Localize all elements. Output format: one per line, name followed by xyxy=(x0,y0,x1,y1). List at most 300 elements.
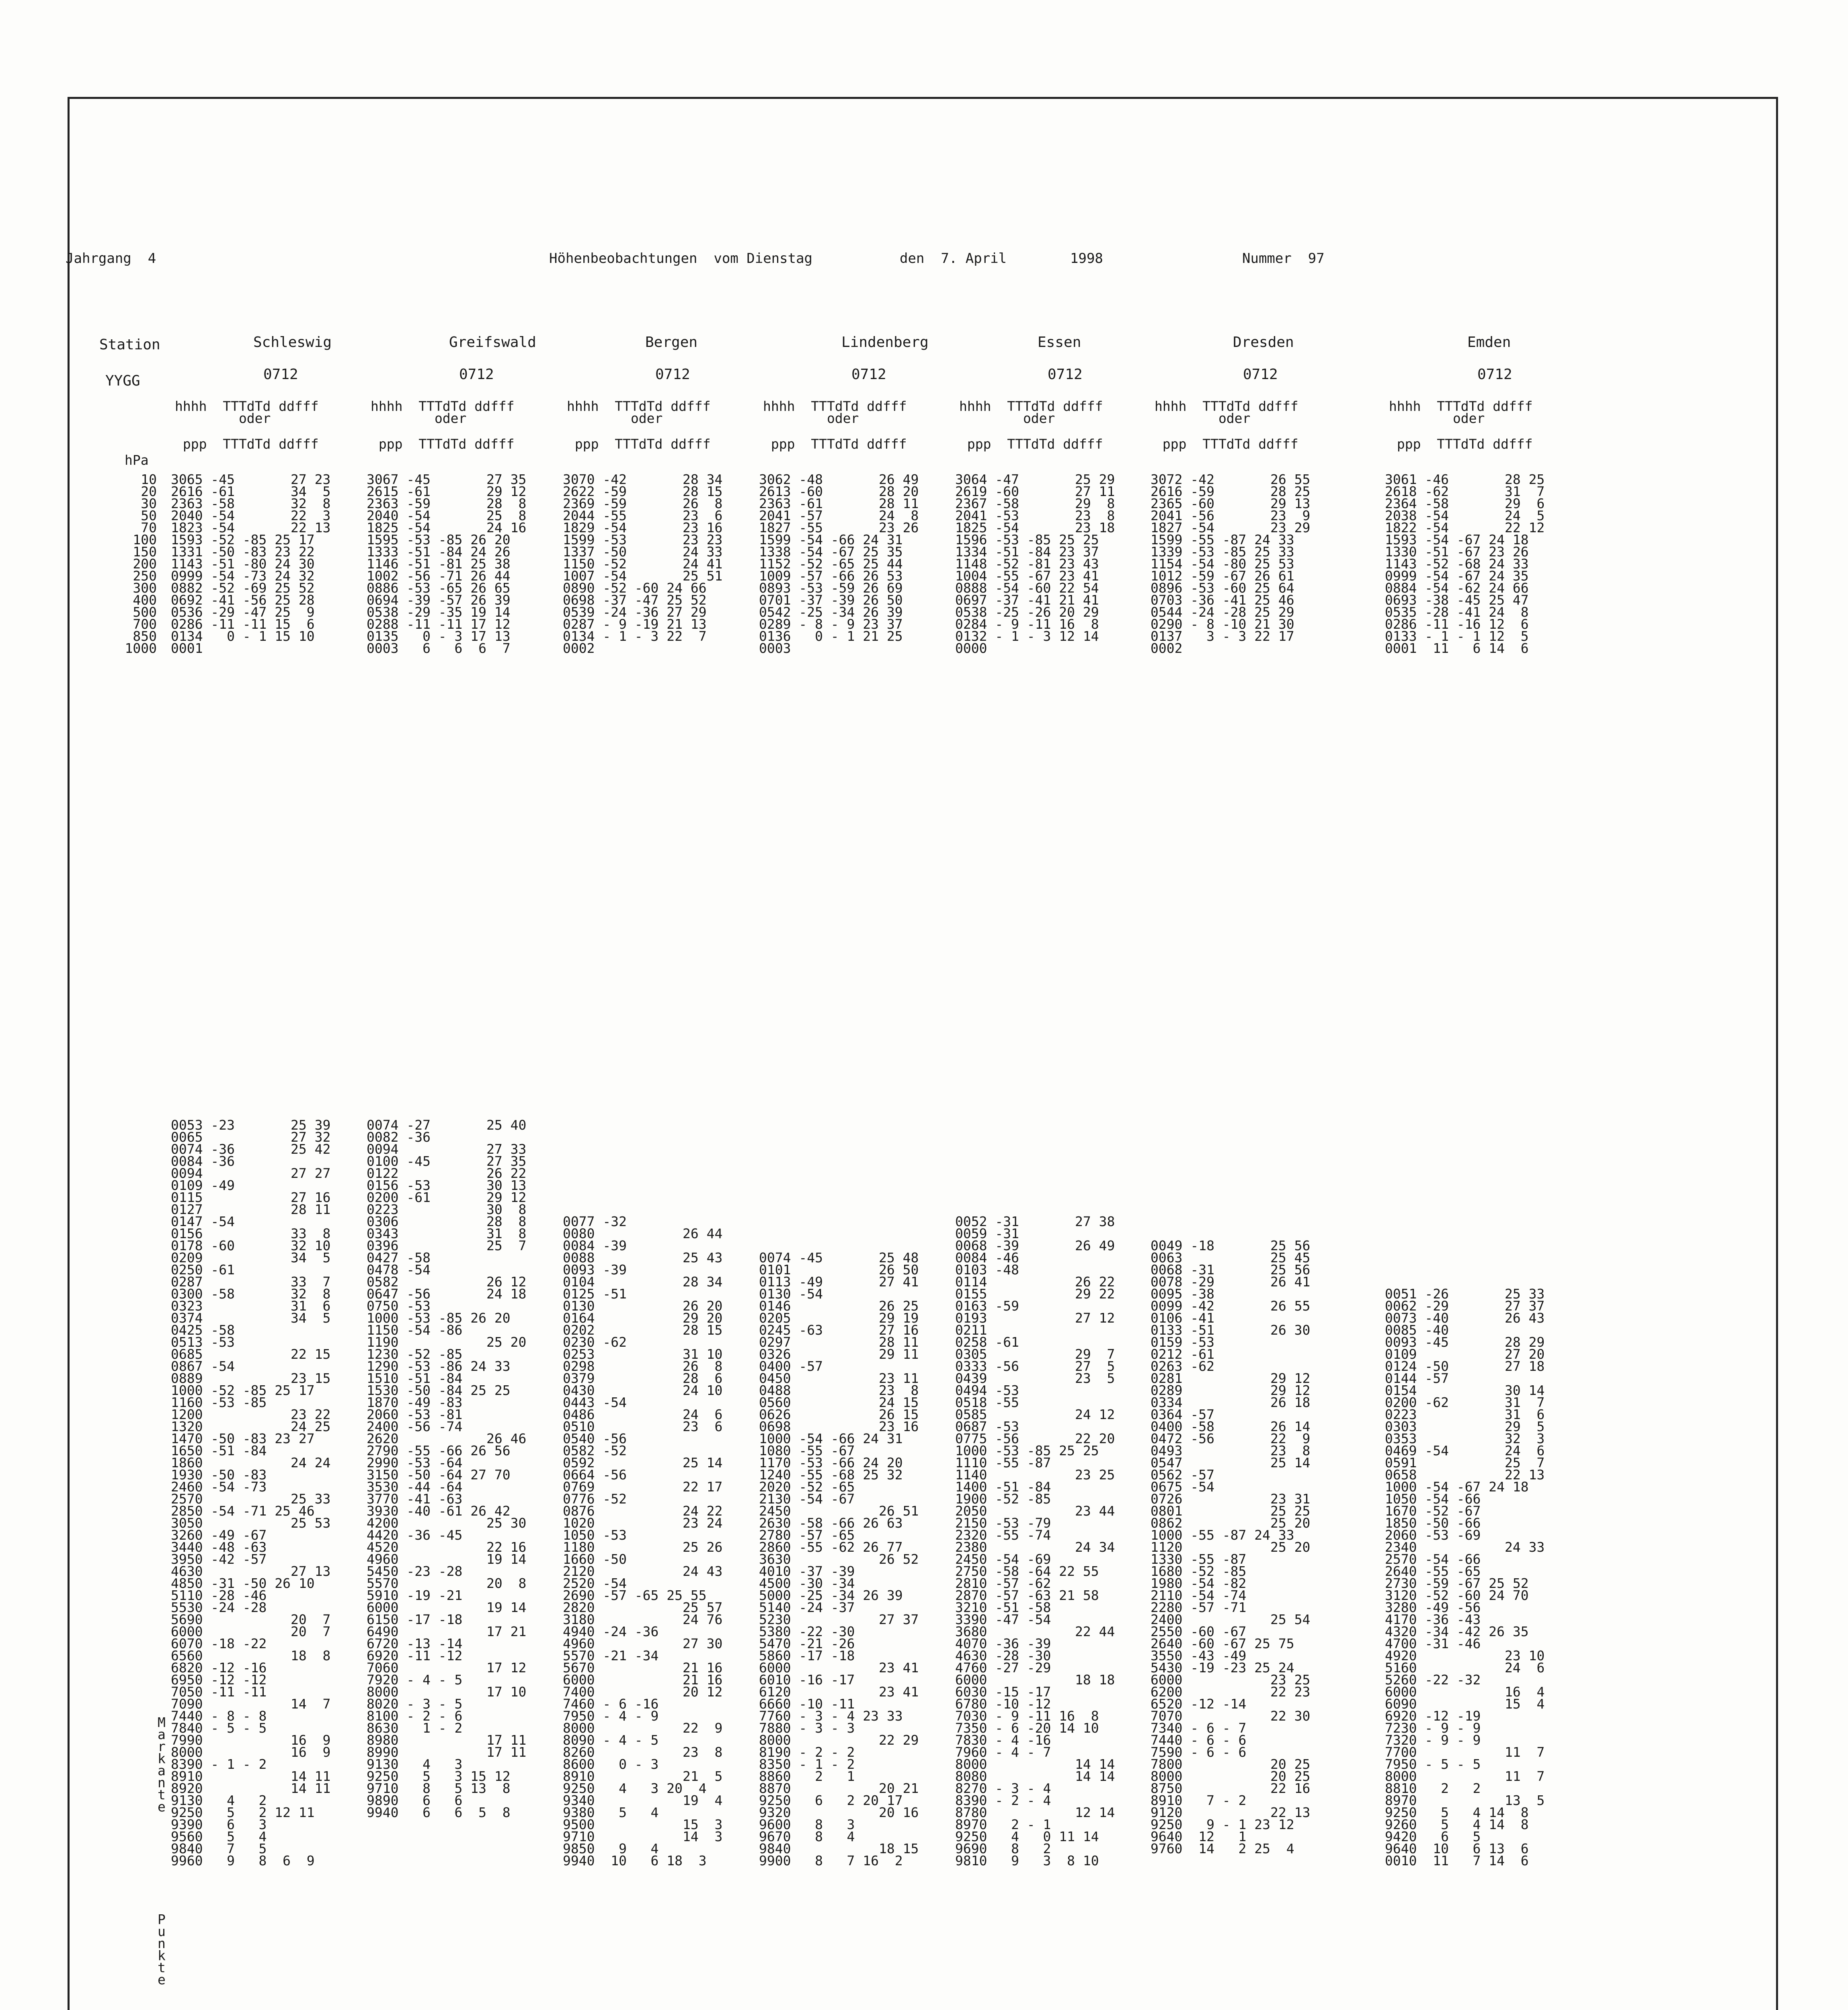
data-row: 2820 25 57 xyxy=(563,1600,723,1615)
data-row xyxy=(759,1216,919,1228)
data-row: 0439 23 5 xyxy=(955,1370,1115,1386)
data-row: 0205 29 19 xyxy=(759,1310,919,1326)
standard-level-data xyxy=(171,474,330,654)
station-label: Station xyxy=(99,336,160,353)
data-row: 1599 -53 23 23 xyxy=(563,532,723,548)
data-row: 0163 -59 xyxy=(955,1298,1019,1314)
data-row: 0211 xyxy=(955,1322,987,1338)
data-row xyxy=(563,1179,722,1192)
data-row xyxy=(1385,1216,1544,1228)
issue-number: Nummer 97 xyxy=(1242,250,1325,267)
standard-level-data xyxy=(367,474,526,654)
data-row: 7350 - 6 -20 14 10 xyxy=(955,1720,1099,1736)
data-row: 0692 -41 -56 25 28 xyxy=(171,592,315,608)
data-row: 0084 -36 xyxy=(171,1153,235,1169)
data-row xyxy=(759,1167,919,1179)
data-row: 0687 -53 xyxy=(955,1419,1019,1434)
data-row: 0093 -39 xyxy=(563,1262,627,1278)
data-row: 1154 -54 -80 25 53 xyxy=(1151,556,1294,572)
data-row: 9380 5 4 xyxy=(563,1805,659,1820)
data-row: 4920 23 10 xyxy=(1385,1648,1545,1663)
data-row: 2990 -53 -64 xyxy=(367,1455,463,1471)
data-row: 8390 - 2 - 4 xyxy=(955,1793,1051,1808)
report-date: den 7. April xyxy=(900,250,1007,267)
data-row: 0135 0 - 3 17 13 xyxy=(367,628,511,644)
column-header-lower: ppp TTTdTd ddfff xyxy=(959,436,1103,452)
data-row xyxy=(1385,1143,1544,1155)
data-row: 3050 25 53 xyxy=(171,1515,331,1531)
data-row: 0052 -31 27 38 xyxy=(955,1214,1115,1229)
data-row: 0478 -54 xyxy=(367,1262,431,1278)
data-row: 9250 4 0 11 14 xyxy=(955,1829,1099,1844)
data-row: 0493 23 8 xyxy=(1151,1443,1311,1458)
data-row: 0300 -58 32 8 xyxy=(171,1286,331,1302)
column-header-lower: ppp TTTdTd ddfff xyxy=(567,436,711,452)
data-row: 1190 25 20 xyxy=(367,1334,527,1350)
data-row: 0486 24 6 xyxy=(563,1407,723,1422)
data-row: 1595 -53 -85 26 20 xyxy=(367,532,511,548)
data-row: 2050 23 44 xyxy=(955,1503,1115,1519)
data-row: 2810 -57 -62 xyxy=(955,1575,1051,1591)
data-row: 0592 25 14 xyxy=(563,1455,723,1471)
data-row: 1860 24 24 xyxy=(171,1455,331,1471)
data-row: 0287 33 7 xyxy=(171,1274,331,1290)
data-row: 1339 -53 -85 25 33 xyxy=(1151,544,1294,560)
data-row: 9250 9 - 1 23 12 xyxy=(1151,1817,1294,1832)
markante-letter: t xyxy=(158,1787,166,1803)
data-row: 2850 -54 -71 25 46 xyxy=(171,1503,315,1519)
data-row: 0159 -53 xyxy=(1151,1334,1214,1350)
data-row: 8870 20 21 xyxy=(759,1780,919,1796)
data-row: 8860 2 1 xyxy=(759,1768,855,1784)
data-row: 2150 -53 -79 xyxy=(955,1515,1051,1531)
data-row xyxy=(759,1119,919,1131)
data-row: 0647 -56 24 18 xyxy=(367,1286,527,1302)
station-name: Bergen xyxy=(645,334,698,351)
data-row: 1240 -55 -68 25 32 xyxy=(759,1467,903,1483)
data-row: 1599 -54 -66 24 31 xyxy=(759,532,903,548)
data-row: 0132 - 1 - 3 12 14 xyxy=(955,628,1099,644)
data-row: 9500 15 3 xyxy=(563,1817,723,1832)
data-row: 2750 -58 -64 22 55 xyxy=(955,1563,1099,1579)
level-label: 200 xyxy=(133,556,157,572)
station-name: Dresden xyxy=(1233,334,1294,351)
level-label: 400 xyxy=(133,592,157,608)
data-row: 1000 -55 -87 24 33 xyxy=(1151,1527,1294,1543)
data-row: 2400 25 54 xyxy=(1151,1612,1311,1627)
data-row: 0542 -25 -34 26 39 xyxy=(759,604,903,620)
data-row: 5450 -23 -28 xyxy=(367,1563,463,1579)
data-row: 1829 -54 23 16 xyxy=(563,520,723,535)
column-header-lower: ppp TTTdTd ddfff xyxy=(763,436,907,452)
data-row: 7060 17 12 xyxy=(367,1660,527,1676)
data-row: 0494 -53 xyxy=(955,1382,1019,1398)
data-row xyxy=(563,1143,722,1155)
data-row: 8910 7 - 2 xyxy=(1151,1793,1247,1808)
significant-level-data xyxy=(1385,1119,1544,1867)
data-row: 1170 -53 -66 24 20 xyxy=(759,1455,903,1471)
data-row: 1000 -53 -85 25 25 xyxy=(955,1443,1099,1458)
data-row: 1510 -51 -84 xyxy=(367,1370,463,1386)
data-row: 9560 5 4 xyxy=(171,1829,267,1844)
data-row: 6000 16 4 xyxy=(1385,1684,1545,1700)
data-row: 8810 2 2 xyxy=(1385,1780,1481,1796)
data-row: 0585 24 12 xyxy=(955,1407,1115,1422)
data-row: 8970 2 - 1 xyxy=(955,1817,1051,1832)
data-row: 2041 -53 23 8 xyxy=(955,508,1115,523)
column-header-upper: hhhh TTTdTd ddfff oder xyxy=(567,398,711,426)
data-row xyxy=(1385,1264,1544,1276)
data-row: 9130 4 2 xyxy=(171,1793,267,1808)
data-row: 2340 24 33 xyxy=(1385,1539,1545,1555)
data-row: 2630 -58 -66 26 63 xyxy=(759,1515,903,1531)
data-row: 0263 -62 xyxy=(1151,1358,1214,1374)
data-row: 1160 -53 -85 xyxy=(171,1395,267,1410)
data-row: 2780 -57 -65 xyxy=(759,1527,855,1543)
data-row: 1000 -52 -85 25 17 xyxy=(171,1382,315,1398)
data-row: 1000 -53 -85 26 20 xyxy=(367,1310,511,1326)
data-row: 3067 -45 27 35 xyxy=(367,472,527,487)
data-row: 0540 -56 xyxy=(563,1431,627,1446)
significant-level-data xyxy=(955,1119,1115,1867)
data-row xyxy=(1385,1119,1544,1131)
data-row: 8990 17 11 xyxy=(367,1744,527,1760)
data-row: 0379 28 6 xyxy=(563,1370,723,1386)
data-row xyxy=(759,1143,919,1155)
data-row: 0253 31 10 xyxy=(563,1346,723,1362)
data-row: 2363 -61 28 11 xyxy=(759,496,919,511)
data-row: 1470 -50 -83 23 27 xyxy=(171,1431,315,1446)
data-row: 0103 -48 xyxy=(955,1262,1019,1278)
data-row: 3550 -43 -49 xyxy=(1151,1648,1247,1663)
data-row: 0146 26 25 xyxy=(759,1298,919,1314)
data-row: 0133 -51 26 30 xyxy=(1151,1322,1311,1338)
data-row: 0999 -54 -73 24 32 xyxy=(171,568,315,584)
data-row: 4070 -36 -39 xyxy=(955,1636,1051,1651)
data-row: 1143 -52 -68 24 33 xyxy=(1385,556,1529,572)
data-row xyxy=(563,1131,722,1143)
data-row: 0427 -58 xyxy=(367,1250,431,1265)
data-row: 2616 -61 34 5 xyxy=(171,484,331,499)
data-row: 9960 9 8 6 9 xyxy=(171,1853,315,1868)
data-row: 7760 - 3 - 4 23 33 xyxy=(759,1708,903,1724)
data-row xyxy=(1385,1240,1544,1252)
data-row: 1320 24 25 xyxy=(171,1419,331,1434)
data-row: 4960 27 30 xyxy=(563,1636,723,1651)
data-row: 4630 -28 -30 xyxy=(955,1648,1051,1663)
data-row: 2364 -58 29 6 xyxy=(1385,496,1545,511)
data-row: 8780 12 14 xyxy=(955,1805,1115,1820)
data-row: 2640 -55 -65 xyxy=(1385,1563,1481,1579)
data-row: 0209 34 5 xyxy=(171,1250,331,1265)
data-row xyxy=(759,1155,919,1167)
data-row: 8000 17 10 xyxy=(367,1684,527,1700)
data-row: 0124 -50 27 18 xyxy=(1385,1358,1545,1374)
data-row: 7960 - 4 - 7 xyxy=(955,1744,1051,1760)
data-row xyxy=(955,1179,1115,1192)
data-row: 1596 -53 -85 25 25 xyxy=(955,532,1099,548)
data-row: 0539 -24 -36 27 29 xyxy=(563,604,707,620)
data-row: 8350 - 1 - 2 xyxy=(759,1756,855,1772)
data-row: 0726 23 31 xyxy=(1151,1491,1311,1507)
data-row: 0156 33 8 xyxy=(171,1226,331,1241)
data-row: 0400 -58 26 14 xyxy=(1151,1419,1311,1434)
data-row xyxy=(1385,1192,1544,1204)
standard-level-data xyxy=(955,474,1115,654)
data-row: 0488 23 8 xyxy=(759,1382,919,1398)
data-row: 7920 - 4 - 5 xyxy=(367,1672,463,1688)
data-row: 0510 23 6 xyxy=(563,1419,723,1434)
data-row: 9640 10 6 13 6 xyxy=(1385,1841,1529,1856)
data-row: 3770 -41 -63 xyxy=(367,1491,463,1507)
data-row: 0443 -54 xyxy=(563,1395,627,1410)
page-title: Höhenbeobachtungen vom Dienstag xyxy=(549,250,813,267)
data-row: 0136 0 - 1 21 25 xyxy=(759,628,903,644)
data-row: 7950 - 5 - 5 xyxy=(1385,1756,1481,1772)
data-row: 8000 11 7 xyxy=(1385,1768,1545,1784)
data-row: 1009 -57 -66 26 53 xyxy=(759,568,903,584)
data-row: 0109 -49 xyxy=(171,1177,235,1193)
data-row: 0884 -54 -62 24 66 xyxy=(1385,580,1529,596)
data-row: 6000 20 7 xyxy=(171,1624,331,1639)
level-label: 1000 xyxy=(125,640,157,656)
data-row: 2041 -56 23 9 xyxy=(1151,508,1311,523)
data-row: 0547 25 14 xyxy=(1151,1455,1311,1471)
data-row: 0582 26 12 xyxy=(367,1274,527,1290)
data-row: 1823 -54 22 13 xyxy=(171,520,331,535)
data-row: 9710 14 3 xyxy=(563,1829,723,1844)
station-yygg: 0712 xyxy=(263,366,298,383)
data-row: 6000 21 16 xyxy=(563,1672,723,1688)
punkte-label xyxy=(158,1914,166,1986)
data-row: 0113 -49 27 41 xyxy=(759,1274,919,1290)
data-row: 9250 5 4 14 8 xyxy=(1385,1805,1529,1820)
data-row: 7440 - 6 - 6 xyxy=(1151,1732,1247,1748)
data-row: 5570 20 8 xyxy=(367,1575,527,1591)
data-row: 0626 26 15 xyxy=(759,1407,919,1422)
data-row: 7700 11 7 xyxy=(1385,1744,1545,1760)
data-row: 9710 8 5 13 8 xyxy=(367,1780,511,1796)
data-row xyxy=(1385,1155,1544,1167)
data-row: 0286 -11 -16 12 6 xyxy=(1385,616,1529,632)
data-row: 3440 -48 -63 xyxy=(171,1539,267,1555)
data-row: 9840 18 15 xyxy=(759,1841,919,1856)
data-row: 1599 -55 -87 24 33 xyxy=(1151,532,1294,548)
data-row: 3280 -49 -56 xyxy=(1385,1600,1481,1615)
data-row: 2040 -54 25 8 xyxy=(367,508,527,523)
data-row: 6030 -15 -17 xyxy=(955,1684,1051,1700)
data-row: 1146 -51 -81 25 38 xyxy=(367,556,511,572)
data-row: 0472 -56 22 9 xyxy=(1151,1431,1311,1446)
data-row: 3180 24 76 xyxy=(563,1612,723,1627)
markante-letter: a xyxy=(158,1727,166,1742)
data-row: 0109 27 20 xyxy=(1385,1346,1545,1362)
significant-level-data xyxy=(759,1119,919,1867)
data-row: 0003 6 6 6 7 xyxy=(367,640,511,656)
data-row: 9760 14 2 25 4 xyxy=(1151,1841,1294,1856)
data-row: 1825 -54 24 16 xyxy=(367,520,527,535)
data-row: 3210 -51 -58 xyxy=(955,1600,1051,1615)
data-row: 6010 -16 -17 xyxy=(759,1672,855,1688)
data-row: 1900 -52 -85 xyxy=(955,1491,1051,1507)
data-row: 8090 - 4 - 5 xyxy=(563,1732,659,1748)
data-row: 8000 16 9 xyxy=(171,1744,331,1760)
data-row: 0396 25 7 xyxy=(367,1238,527,1253)
markante-letter: e xyxy=(158,1799,166,1815)
data-row: 0685 22 15 xyxy=(171,1346,331,1362)
hpa-label: hPa xyxy=(125,452,149,468)
data-row: 1007 -54 25 51 xyxy=(563,568,723,584)
data-row: 9940 6 6 5 8 xyxy=(367,1805,511,1820)
data-row: 5570 -21 -34 xyxy=(563,1648,659,1663)
data-row: 9250 5 3 15 12 xyxy=(367,1768,511,1784)
level-label: 300 xyxy=(133,580,157,596)
markante-letter: r xyxy=(158,1739,166,1754)
data-row: 0544 -24 -28 25 29 xyxy=(1151,604,1294,620)
data-row: 0288 -11 -11 17 12 xyxy=(367,616,511,632)
data-row: 0078 -29 26 41 xyxy=(1151,1274,1311,1290)
data-row: 5430 -19 -23 25 24 xyxy=(1151,1660,1294,1676)
data-row: 0001 xyxy=(171,640,203,656)
data-row: 1330 -55 -87 xyxy=(1151,1551,1247,1567)
data-row: 0664 -56 xyxy=(563,1467,627,1483)
data-row xyxy=(1151,1155,1310,1167)
data-row: 2640 -60 -67 25 75 xyxy=(1151,1636,1294,1651)
data-row xyxy=(563,1167,722,1179)
data-row: 7460 - 6 -16 xyxy=(563,1696,659,1712)
data-row: 0513 -53 xyxy=(171,1334,235,1350)
data-row: 0200 -62 31 7 xyxy=(1385,1395,1545,1410)
report-year: 1998 xyxy=(1070,250,1103,267)
data-row: 7830 - 4 -16 xyxy=(955,1732,1051,1748)
data-row: 1338 -54 -67 25 35 xyxy=(759,544,903,560)
data-row: 6950 -12 -12 xyxy=(171,1672,267,1688)
data-row: 0068 -31 25 56 xyxy=(1151,1262,1311,1278)
data-row: 0258 -61 xyxy=(955,1334,1019,1350)
data-row: 1822 -54 22 12 xyxy=(1385,520,1545,535)
data-row: 0051 -26 25 33 xyxy=(1385,1286,1545,1302)
data-row: 6520 -12 -14 xyxy=(1151,1696,1247,1712)
data-row: 4420 -36 -45 xyxy=(367,1527,463,1543)
data-row: 0144 -57 xyxy=(1385,1370,1449,1386)
data-row: 2060 -53 -81 xyxy=(367,1407,463,1422)
markante-letter: a xyxy=(158,1763,166,1778)
data-row: 6920 -12 -19 xyxy=(1385,1708,1481,1724)
column-header-upper: hhhh TTTdTd ddfff oder xyxy=(763,398,907,426)
column-header-upper: hhhh TTTdTd ddfff oder xyxy=(371,398,515,426)
punkte-letter: k xyxy=(158,1948,166,1963)
data-row: 1143 -51 -80 24 30 xyxy=(171,556,315,572)
data-row: 0867 -54 xyxy=(171,1358,235,1374)
column-header-upper: hhhh TTTdTd ddfff oder xyxy=(1155,398,1298,426)
level-label: 150 xyxy=(133,544,157,560)
level-label: 100 xyxy=(133,532,157,548)
data-row: 3680 22 44 xyxy=(955,1624,1115,1639)
data-row: 4940 -24 -36 xyxy=(563,1624,659,1639)
data-row: 0701 -37 -39 26 50 xyxy=(759,592,903,608)
column-header-upper: hhhh TTTdTd ddfff oder xyxy=(1389,398,1533,426)
data-row: 1670 -52 -67 xyxy=(1385,1503,1481,1519)
data-row: 0775 -56 22 20 xyxy=(955,1431,1115,1446)
data-row xyxy=(1385,1167,1544,1179)
data-row: 3120 -52 -60 24 70 xyxy=(1385,1587,1529,1603)
data-row: 1050 -54 -66 xyxy=(1385,1491,1481,1507)
data-row: 0430 24 10 xyxy=(563,1382,723,1398)
data-row: 9890 6 6 xyxy=(367,1793,463,1808)
data-row: 0084 -39 xyxy=(563,1238,627,1253)
data-row: 0178 -60 32 10 xyxy=(171,1238,331,1253)
data-row: 1870 -49 -83 xyxy=(367,1395,463,1410)
data-row: 0287 - 9 -19 21 13 xyxy=(563,616,707,632)
data-row: 2460 -54 -73 xyxy=(171,1479,267,1495)
level-label: 700 xyxy=(133,616,157,632)
data-row: 0562 -57 xyxy=(1151,1467,1214,1483)
data-row: 1002 -56 -71 26 44 xyxy=(367,568,511,584)
data-row: 0074 -27 25 40 xyxy=(367,1117,527,1133)
data-row: 2130 -54 -67 xyxy=(759,1491,855,1507)
data-row: 8190 - 2 - 2 xyxy=(759,1744,855,1760)
data-row: 0693 -38 -45 25 47 xyxy=(1385,592,1529,608)
data-row: 0305 29 7 xyxy=(955,1346,1115,1362)
data-row: 2280 -57 -71 xyxy=(1151,1600,1247,1615)
data-row: 1660 -50 xyxy=(563,1551,627,1567)
data-row: 0343 31 8 xyxy=(367,1226,527,1241)
data-row: 1400 -51 -84 xyxy=(955,1479,1051,1495)
data-row: 0223 31 6 xyxy=(1385,1407,1545,1422)
data-row: 7320 - 9 - 9 xyxy=(1385,1732,1481,1748)
data-row: 0065 27 32 xyxy=(171,1129,331,1145)
data-row xyxy=(759,1192,919,1204)
data-row: 1930 -50 -83 xyxy=(171,1467,267,1483)
data-row: 0876 24 22 xyxy=(563,1503,723,1519)
data-row: 1000 -54 -66 24 31 xyxy=(759,1431,903,1446)
data-row: 9320 20 16 xyxy=(759,1805,919,1820)
data-row: 0200 -61 29 12 xyxy=(367,1190,527,1205)
data-row: 1050 -53 xyxy=(563,1527,627,1543)
data-row: 1825 -54 23 18 xyxy=(955,520,1115,535)
data-row xyxy=(1151,1143,1310,1155)
data-row: 7400 20 12 xyxy=(563,1684,723,1700)
data-row: 4520 22 16 xyxy=(367,1539,527,1555)
data-row: 0281 29 12 xyxy=(1151,1370,1311,1386)
data-row: 0101 26 50 xyxy=(759,1262,919,1278)
punkte-letter: e xyxy=(158,1972,166,1987)
data-row: 9250 6 2 20 17 xyxy=(759,1793,903,1808)
data-row: 1120 25 20 xyxy=(1151,1539,1311,1555)
data-row: 7340 - 6 - 7 xyxy=(1151,1720,1247,1736)
data-row xyxy=(759,1204,919,1216)
column-header-lower: ppp TTTdTd ddfff xyxy=(1155,436,1298,452)
data-row: 0130 -54 xyxy=(759,1286,823,1302)
data-row: 0750 -53 xyxy=(367,1298,431,1314)
data-row: 0769 22 17 xyxy=(563,1479,723,1495)
data-row: 1850 -50 -66 xyxy=(1385,1515,1481,1531)
data-row: 1230 -52 -85 xyxy=(367,1346,463,1362)
data-row: 0698 23 16 xyxy=(759,1419,919,1434)
punkte-letter: t xyxy=(158,1960,166,1975)
data-row: 0104 28 34 xyxy=(563,1274,723,1290)
data-row: 1530 -50 -84 25 25 xyxy=(367,1382,511,1398)
punkte-letter: u xyxy=(158,1924,166,1939)
data-row: 6200 22 23 xyxy=(1151,1684,1311,1700)
data-row: 2870 -57 -63 21 58 xyxy=(955,1587,1099,1603)
data-row xyxy=(563,1155,722,1167)
data-row: 2550 -60 -67 xyxy=(1151,1624,1247,1639)
data-row xyxy=(759,1179,919,1192)
data-row: 4850 -31 -50 26 10 xyxy=(171,1575,315,1591)
data-row: 2619 -60 27 11 xyxy=(955,484,1115,499)
data-row: 0001 11 6 14 6 xyxy=(1385,640,1529,656)
